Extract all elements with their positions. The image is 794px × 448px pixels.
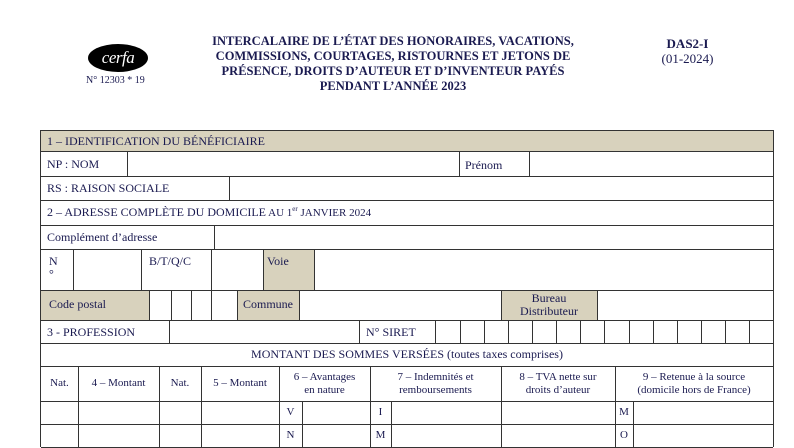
retenue-col xyxy=(615,371,773,397)
nat-col-2: Nat. xyxy=(170,377,190,389)
indemnites-col xyxy=(370,371,501,397)
title-line-3: PRÉSENCE, DROITS D’AUTEUR ET D’INVENTEUR PAYÉS xyxy=(221,64,565,78)
bureau-label-line2: Distributeur xyxy=(520,304,578,318)
code-m-row2: M xyxy=(375,429,386,441)
retenue-col-line1: 9 – Retenue à la source xyxy=(642,371,746,383)
np-nom-label: NP : NOM xyxy=(47,157,100,171)
voie-label: Voie xyxy=(267,254,289,268)
cerfa-logo: cerfa xyxy=(88,44,148,72)
commune-label: Commune xyxy=(243,297,293,311)
btqc-label: B/T/Q/C xyxy=(149,254,192,268)
bureau-label-line1: Bureau xyxy=(531,291,567,305)
form-number: N° 12303 * 19 xyxy=(86,75,145,86)
form-edition: (01-2024) xyxy=(661,51,714,66)
tva-col-line1: 8 – TVA nette sur xyxy=(519,371,597,383)
title-line-4: PENDANT L’ANNÉE 2023 xyxy=(319,79,467,93)
section1-title: 1 – IDENTIFICATION DU BÉNÉFICIAIRE xyxy=(47,134,265,148)
nat-col-1: Nat. xyxy=(50,377,69,389)
bureau-distributeur-label xyxy=(501,292,597,318)
profession-label: 3 - PROFESSION xyxy=(47,325,136,339)
section2-title-sup: er xyxy=(292,205,298,213)
avantages-col-line2: en nature xyxy=(304,384,345,396)
section2-title-date: JANVIER 2024 xyxy=(297,207,372,219)
section2-title xyxy=(47,205,371,220)
prenom-label: Prénom xyxy=(465,158,503,172)
form-grid xyxy=(40,130,774,447)
raison-sociale-label: RS : RAISON SOCIALE xyxy=(47,181,170,195)
complement-adresse-label: Complément d’adresse xyxy=(47,230,158,244)
montant-4-col: 4 – Montant xyxy=(91,377,146,389)
amounts-title: MONTANT DES SOMMES VERSÉES (toutes taxes comprises) xyxy=(251,347,563,361)
section2-title-main: 2 – ADRESSE COMPLÈTE DU DOMICILE xyxy=(47,205,267,219)
title-line-2: COMMISSIONS, COURTAGES, RISTOURNES ET JETONS DE xyxy=(215,49,571,63)
section2-title-au: AU 1 xyxy=(266,207,293,219)
tva-col-line2: droits d’auteur xyxy=(525,384,591,396)
montant-5-col: 5 – Montant xyxy=(213,377,267,389)
code-postal-label: Code postal xyxy=(49,297,106,311)
title-line-1: INTERCALAIRE DE L’ÉTAT DES HONORAIRES, VACATIONS, xyxy=(212,34,574,48)
code-m-row1: M xyxy=(619,406,629,418)
form-title xyxy=(188,34,598,94)
avantages-col xyxy=(279,371,370,397)
code-o: O xyxy=(620,429,628,441)
avantages-col-line1: 6 – Avantages xyxy=(293,371,356,383)
retenue-col-line2: (domicile hors de France) xyxy=(637,384,751,396)
indemnites-col-line2: remboursements xyxy=(399,384,472,396)
code-v: V xyxy=(286,406,295,418)
code-i: I xyxy=(378,406,383,418)
form-code: DAS2-I xyxy=(666,36,709,51)
numero-label: N xyxy=(49,254,58,268)
siret-label: N° SIRET xyxy=(366,325,416,339)
numero-label-degree: ° xyxy=(49,267,54,281)
tva-col xyxy=(501,371,615,397)
indemnites-col-line1: 7 – Indemnités et xyxy=(397,371,474,383)
code-n: N xyxy=(286,429,295,441)
